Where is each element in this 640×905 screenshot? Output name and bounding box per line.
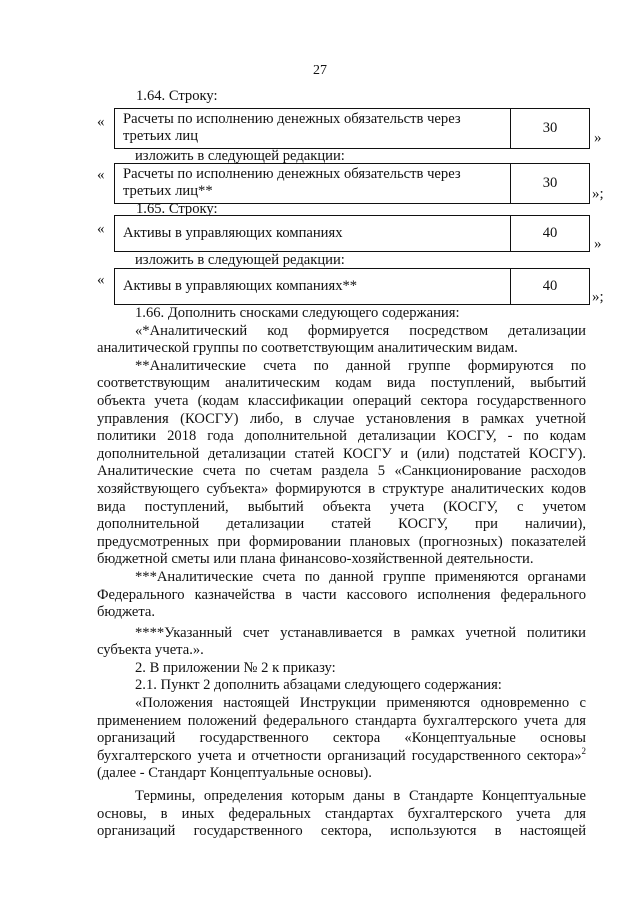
close-quote: »; xyxy=(592,186,604,202)
paragraph-line: Термины, определения которым даны в Стандарте Концептуальные xyxy=(135,788,586,805)
row-code: 30 xyxy=(510,109,589,148)
row-description: Активы в управляющих компаниях xyxy=(123,225,343,241)
paragraph-line: (далее - Стандарт Концептуальные основы). xyxy=(97,765,372,782)
paragraph-line: политики 2018 года дополнительной детализации КОСГУ, - по кодам xyxy=(97,428,586,445)
paragraph-line: организаций государственного сектора, используются в настоящей xyxy=(97,823,586,840)
item-164-label: 1.64. Строку: xyxy=(136,88,218,104)
paragraph-line: 2. В приложении № 2 к приказу: xyxy=(135,659,336,676)
table-row-old-165 xyxy=(114,215,590,252)
paragraph-line: управления (КОСГУ) либо, в случае установления в рамках учетной xyxy=(97,410,586,427)
paragraph-line xyxy=(97,745,586,766)
row-description-line1: Расчеты по исполнению денежных обязательств через xyxy=(123,111,461,127)
paragraph-line: ****Указанный счет устанавливается в рамках учетной политики xyxy=(135,624,586,641)
open-quote: « xyxy=(97,272,105,288)
paragraph-line: **Аналитические счета по данной группе формируются по xyxy=(135,357,586,374)
paragraph-line: дополнительной детализации статей КОСГУ и (или) подстатей КОСГУ). xyxy=(97,445,586,462)
paragraph-line: аналитической группы по соответствующим аналитическим видам. xyxy=(97,340,518,357)
paragraph-line: «Положения настоящей Инструкции применяются одновременно с xyxy=(135,695,586,712)
paragraph-line: 2.1. Пункт 2 дополнить абзацами следующего содержания: xyxy=(135,677,502,694)
open-quote: « xyxy=(97,167,105,183)
new-wording-label-1: изложить в следующей редакции: xyxy=(135,148,345,164)
open-quote: « xyxy=(97,114,105,130)
table-row-old-164 xyxy=(114,108,590,149)
open-quote: « xyxy=(97,221,105,237)
row-code: 30 xyxy=(510,164,589,203)
close-quote: » xyxy=(594,236,602,252)
paragraph-line: основы, в иных федеральных стандартах бухгалтерского учета для xyxy=(97,805,586,822)
paragraph-line: вида поступлений, выбытий объекта учета (КОСГУ, с учетом xyxy=(97,498,586,515)
row-code: 40 xyxy=(510,269,589,304)
paragraph-line: 1.66. Дополнить сносками следующего содержания: xyxy=(135,305,460,321)
paragraph-line: бюджета. xyxy=(97,604,156,621)
paragraph-line: «*Аналитический код формируется посредством детализации xyxy=(135,322,586,339)
row-description-line2: третьих лиц** xyxy=(123,183,213,199)
body-text xyxy=(97,305,586,841)
row-description-line1: Расчеты по исполнению денежных обязательств через xyxy=(123,166,461,182)
row-description: Активы в управляющих компаниях** xyxy=(123,278,358,294)
paragraph-line: бюджетной сметы или плана финансово-хозяйственной деятельности. xyxy=(97,551,534,568)
item-165-label: 1.65. Строку: xyxy=(136,201,218,217)
paragraph-line: Аналитические счета по счетам раздела 5 «Санкционирование расходов xyxy=(97,463,586,480)
table-row-new-165 xyxy=(114,268,590,305)
paragraph-line: ***Аналитические счета по данной группе применяются органами xyxy=(135,568,586,585)
close-quote: » xyxy=(594,130,602,146)
paragraph-line: организаций государственного сектора «Концептуальные основы xyxy=(97,730,586,747)
paragraph-line: дополнительной детализации статей КОСГУ, при наличии), xyxy=(97,516,586,533)
paragraph-line: применением положений федерального стандарта бухгалтерского учета для xyxy=(97,712,586,729)
footnote-reference: 2 xyxy=(581,745,586,756)
row-code: 40 xyxy=(510,216,589,251)
paragraph-line: хозяйствующего субъекта» формируются в структуре аналитических кодов xyxy=(97,480,586,497)
paragraph-line: Федерального казначейства в части кассового исполнения федерального xyxy=(97,586,586,603)
table-row-new-164 xyxy=(114,163,590,204)
paragraph-line: предусмотренных при формировании плановых (прогнозных) показателей xyxy=(97,533,586,550)
paragraph-text: бухгалтерского учета и отчетности организаций государственного сектора» xyxy=(97,747,582,764)
paragraph-line: объекта учета (кодам классификации операций сектора государственного xyxy=(97,392,586,409)
page-number: 27 xyxy=(313,63,327,78)
row-description-line2: третьих лиц xyxy=(123,128,199,144)
new-wording-label-2: изложить в следующей редакции: xyxy=(135,252,345,268)
paragraph-line: соответствующим аналитическим кодам вида поступлений, выбытий xyxy=(97,375,586,392)
close-quote: »; xyxy=(592,289,604,305)
paragraph-line: субъекта учета.». xyxy=(97,642,204,659)
